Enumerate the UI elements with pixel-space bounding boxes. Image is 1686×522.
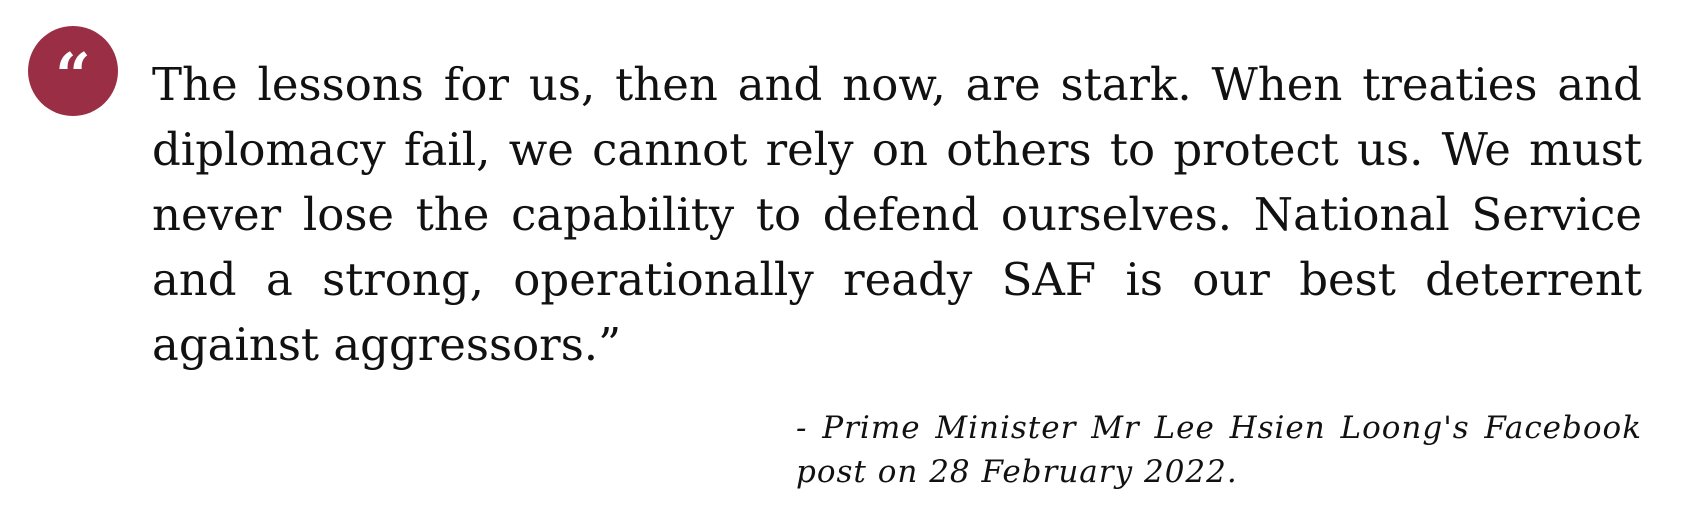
quote-attribution: - Prime Minister Mr Lee Hsien Loong's Facebook post on 28 February 2022. (796, 410, 1642, 490)
quotation-mark-icon (28, 26, 118, 116)
quotation-mark-glyph: “ (55, 39, 91, 112)
quote-text: The lessons for us, then and now, are stark. When treaties and diplomacy fail, we cannot rely on others to protect us. We must never lose the capability to defend ourselves. National Service and a strong, operationally ready SAF is our best deterrent against aggressors.” (152, 58, 1642, 371)
